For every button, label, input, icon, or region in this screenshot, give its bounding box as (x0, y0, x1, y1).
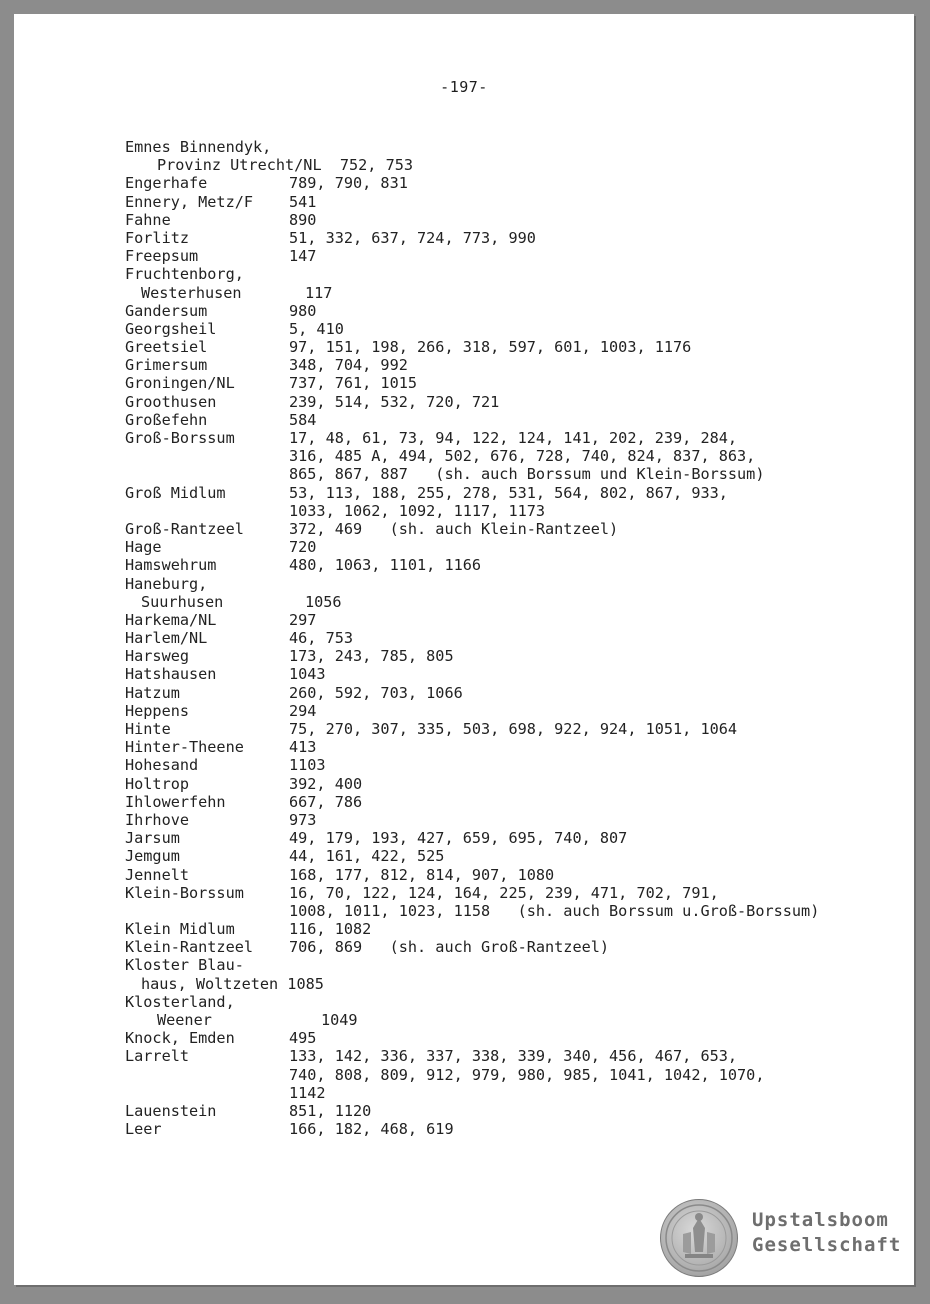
place-name: Westerhusen (141, 283, 242, 302)
page-references: 1043 (289, 665, 326, 684)
page-references: 495 (289, 1029, 317, 1048)
index-entry (125, 647, 915, 665)
page-references: 413 (289, 738, 317, 757)
place-name: Forlitz (125, 228, 190, 247)
page-references: 166, 182, 468, 619 (289, 1120, 454, 1139)
page-references: 720 (289, 538, 317, 557)
place-name: Freepsum (125, 247, 199, 266)
index-entry (125, 575, 915, 611)
page-references: 348, 704, 992 (289, 356, 408, 375)
page-references: 168, 177, 812, 814, 907, 1080 (289, 865, 555, 884)
place-name: Lauenstein (125, 1101, 217, 1120)
place-name: Haneburg, (125, 574, 208, 593)
page-references: 44, 161, 422, 525 (289, 847, 445, 866)
page-number: -197- (440, 78, 488, 96)
place-name: Groß-Rantzeel (125, 519, 244, 538)
page-references: 53, 113, 188, 255, 278, 531, 564, 802, 867, 933, (289, 483, 728, 502)
page-references: 97, 151, 198, 266, 318, 597, 601, 1003, 1176 (289, 338, 692, 357)
index-entry (125, 320, 915, 338)
place-index-list (125, 138, 915, 1138)
place-name: Grimersum (125, 356, 208, 375)
place-name: Kloster Blau- (125, 956, 244, 975)
entry-line (125, 1011, 915, 1029)
place-name: Weener (157, 1011, 212, 1029)
index-entry (125, 920, 915, 938)
place-name: Groß-Borssum (125, 429, 235, 447)
index-entry (125, 993, 915, 1029)
index-entry (125, 338, 915, 356)
place-name: Jarsum (125, 829, 180, 848)
entry-line (125, 284, 915, 302)
page-references: 740, 808, 809, 912, 979, 980, 985, 1041, 1042, 1070, (289, 1065, 765, 1084)
index-entry (125, 829, 915, 847)
index-entry (125, 1102, 915, 1120)
place-name: Knock, Emden (125, 1029, 235, 1048)
place-name: Harkema/NL (125, 610, 217, 629)
place-name: Georgsheil (125, 319, 217, 338)
index-entry (125, 520, 915, 538)
index-entry (125, 702, 915, 720)
index-entry (125, 1120, 915, 1138)
page-references: 480, 1063, 1101, 1166 (289, 556, 482, 575)
page-references: 851, 1120 (289, 1101, 372, 1120)
place-name: Ennery, Metz/F (125, 192, 254, 211)
place-name: Jemgum (125, 847, 180, 866)
index-entry (125, 247, 915, 265)
index-entry (125, 629, 915, 647)
index-entry (125, 538, 915, 556)
page-references: 667, 786 (289, 792, 363, 811)
page-references: 737, 761, 1015 (289, 374, 418, 393)
place-name: Klein-Borssum (125, 883, 244, 902)
page-references: 865, 867, 887 (sh. auch Borssum und Klein-Borssum) (289, 465, 765, 484)
index-entry (125, 356, 915, 374)
place-name: Harsweg (125, 647, 190, 666)
page-references: 133, 142, 336, 337, 338, 339, 340, 456, 467, 653, (289, 1047, 738, 1066)
page-references: 372, 469 (sh. auch Klein-Rantzeel) (289, 519, 619, 538)
index-entry (125, 556, 915, 574)
place-name: Klosterland, (125, 992, 235, 1011)
place-name: Fruchtenborg, (125, 265, 244, 284)
index-entry (125, 866, 915, 884)
place-name: Groß Midlum (125, 483, 226, 502)
page-references: 1008, 1011, 1023, 1158 (sh. auch Borssum u.Groß-Borssum) (289, 901, 820, 920)
page-references: 890 (289, 210, 317, 229)
index-entry (125, 411, 915, 429)
place-name: Fahne (125, 210, 171, 229)
place-name: Heppens (125, 701, 190, 720)
entry-line (125, 593, 915, 611)
entry-line: Provinz Utrecht/NL 752, 753 (157, 156, 414, 175)
index-entry (125, 847, 915, 865)
logo-text (752, 1208, 912, 1258)
entry-line: haus, Woltzeten 1085 (141, 974, 324, 993)
page-references: 973 (289, 810, 317, 829)
page-references: 392, 400 (289, 774, 363, 793)
index-entry (125, 956, 915, 992)
index-entry (125, 1047, 915, 1102)
page-references: 116, 1082 (289, 920, 372, 939)
place-name: Leer (125, 1120, 162, 1139)
index-entry (125, 811, 915, 829)
place-name: Suurhusen (141, 592, 224, 611)
place-name: Hinte (125, 720, 171, 738)
page-references: 1142 (289, 1083, 326, 1102)
page-references: 316, 485 A, 494, 502, 676, 728, 740, 824, 837, 863, (289, 447, 756, 466)
logo-line-2: Gesellschaft (752, 1234, 902, 1256)
document-page (14, 14, 914, 1285)
index-entry (125, 374, 915, 392)
page-references: 706, 869 (sh. auch Groß-Rantzeel) (289, 938, 610, 957)
page-references: 46, 753 (289, 629, 354, 648)
index-entry (125, 611, 915, 629)
page-references: 51, 332, 637, 724, 773, 990 (289, 228, 536, 247)
seal-icon (660, 1199, 738, 1277)
place-name: Holtrop (125, 774, 190, 793)
place-name: Harlem/NL (125, 629, 208, 648)
place-name: Hage (125, 538, 162, 557)
place-name: Larrelt (125, 1047, 190, 1066)
place-name: Groothusen (125, 392, 217, 411)
index-entry (125, 211, 915, 229)
index-entry (125, 484, 915, 520)
index-entry (125, 138, 915, 174)
index-entry (125, 738, 915, 756)
page-references: 1049 (321, 1011, 358, 1029)
index-entry (125, 756, 915, 774)
index-entry (125, 393, 915, 411)
page-references: 117 (305, 283, 333, 302)
page-references: 294 (289, 701, 317, 720)
index-entry (125, 193, 915, 211)
index-entry (125, 720, 915, 738)
place-name: Hamswehrum (125, 556, 217, 575)
page-references: 173, 243, 785, 805 (289, 647, 454, 666)
place-name: Hatzum (125, 683, 180, 702)
place-name: Hohesand (125, 756, 199, 775)
index-entry (125, 665, 915, 683)
page-references: 980 (289, 301, 317, 320)
upstalsboom-logo (660, 1199, 910, 1279)
page-references: 5, 410 (289, 319, 344, 338)
page-references: 789, 790, 831 (289, 174, 408, 193)
index-entry (125, 265, 915, 301)
index-entry (125, 429, 915, 484)
place-name: Klein Midlum (125, 920, 235, 939)
index-entry (125, 793, 915, 811)
place-name: Greetsiel (125, 338, 208, 357)
page-references: 541 (289, 192, 317, 211)
place-name: Ihrhove (125, 810, 190, 829)
page-references: 49, 179, 193, 427, 659, 695, 740, 807 (289, 829, 628, 848)
place-name: Jennelt (125, 865, 190, 884)
page-references: 1056 (305, 592, 342, 611)
page-references: 16, 70, 122, 124, 164, 225, 239, 471, 702, 791, (289, 883, 719, 902)
page-references: 75, 270, 307, 335, 503, 698, 922, 924, 1051, 1064 (289, 720, 738, 738)
page-references: 584 (289, 410, 317, 429)
index-entry (125, 938, 915, 956)
place-name: Groningen/NL (125, 374, 235, 393)
entry-line: Emnes Binnendyk, (125, 138, 272, 156)
page-references: 239, 514, 532, 720, 721 (289, 392, 500, 411)
place-name: Gandersum (125, 301, 208, 320)
place-name: Hinter-Theene (125, 738, 244, 757)
page-references: 17, 48, 61, 73, 94, 122, 124, 141, 202, 239, 284, (289, 429, 738, 447)
index-entry (125, 884, 915, 920)
page-references: 260, 592, 703, 1066 (289, 683, 463, 702)
index-entry (125, 174, 915, 192)
index-entry (125, 1029, 915, 1047)
page-references: 1103 (289, 756, 326, 775)
page-references: 297 (289, 610, 317, 629)
place-name: Ihlowerfehn (125, 792, 226, 811)
page-references: 1033, 1062, 1092, 1117, 1173 (289, 501, 546, 520)
page-references: 147 (289, 247, 317, 266)
index-entry (125, 229, 915, 247)
place-name: Klein-Rantzeel (125, 938, 254, 957)
place-name: Engerhafe (125, 174, 208, 193)
index-entry (125, 302, 915, 320)
index-entry (125, 684, 915, 702)
index-entry (125, 775, 915, 793)
logo-line-1: Upstalsboom (752, 1209, 889, 1231)
place-name: Großefehn (125, 410, 208, 429)
place-name: Hatshausen (125, 665, 217, 684)
